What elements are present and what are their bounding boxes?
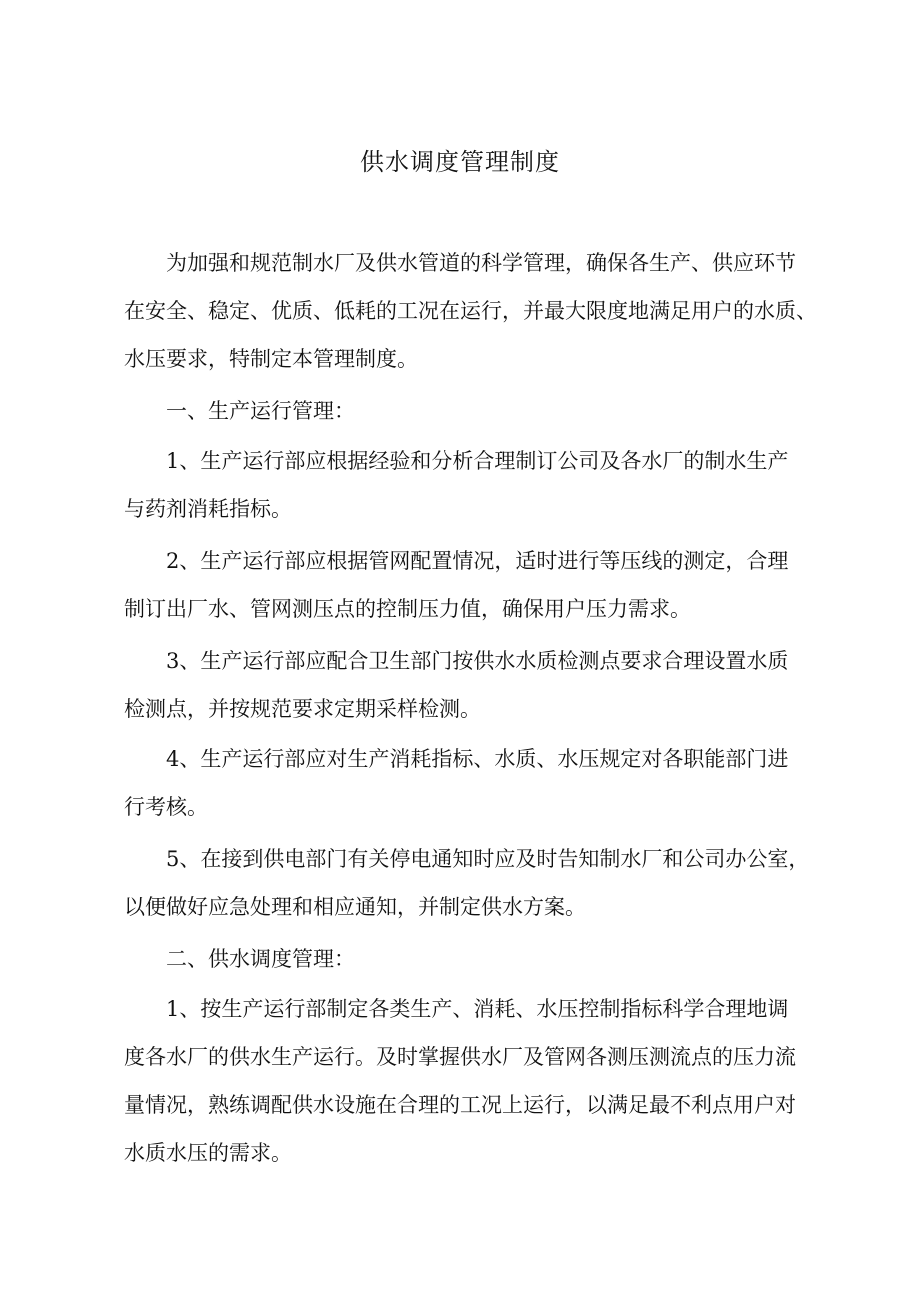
item-2-line-1: 2、生产运行部应根据管网配置情况，适时进行等压线的测定，合理 [166, 549, 789, 573]
item-4-line-1: 4、生产运行部应对生产消耗指标、水质、水压规定对各职能部门进 [166, 747, 789, 771]
item-2-line-2: 制订出厂水、管网测压点的控制压力值，确保用户压力需求。 [124, 597, 691, 621]
item-5-line-1: 5、在接到供电部门有关停电通知时应及时告知制水厂和公司办公室， [166, 847, 810, 871]
dispatch-item-1-line-2: 度各水厂的供水生产运行。及时掌握供水厂及管网各测压测流点的压力流 [124, 1045, 796, 1069]
dispatch-item-1-line-1: 1、按生产运行部制定各类生产、消耗、水压控制指标科学合理地调 [166, 997, 789, 1021]
item-5-line-2: 以便做好应急处理和相应通知，并制定供水方案。 [124, 895, 586, 919]
item-1-line-2: 与药剂消耗指标。 [124, 497, 292, 521]
paragraph-intro-line-3: 水压要求，特制定本管理制度。 [124, 347, 418, 371]
dispatch-item-1-line-3: 量情况，熟练调配供水设施在合理的工况上运行，以满足最不利点用户对 [124, 1093, 796, 1117]
item-4-line-2: 行考核。 [124, 795, 208, 819]
paragraph-intro-line-1: 为加强和规范制水厂及供水管道的科学管理，确保各生产、供应环节 [166, 251, 796, 275]
item-1-line-1: 1、生产运行部应根据经验和分析合理制订公司及各水厂的制水生产 [166, 449, 789, 473]
item-3-line-2: 检测点，并按规范要求定期采样检测。 [124, 697, 481, 721]
section-heading-dispatch: 二、供水调度管理： [166, 947, 355, 971]
item-3-line-1: 3、生产运行部应配合卫生部门按供水水质检测点要求合理设置水质 [166, 649, 789, 673]
section-heading-production: 一、生产运行管理： [166, 399, 355, 423]
paragraph-intro-line-2: 在安全、稳定、优质、低耗的工况在运行，并最大限度地满足用户的水质、 [124, 299, 817, 323]
dispatch-item-1-line-4: 水质水压的需求。 [124, 1141, 292, 1165]
document-title: 供水调度管理制度 [360, 148, 560, 176]
